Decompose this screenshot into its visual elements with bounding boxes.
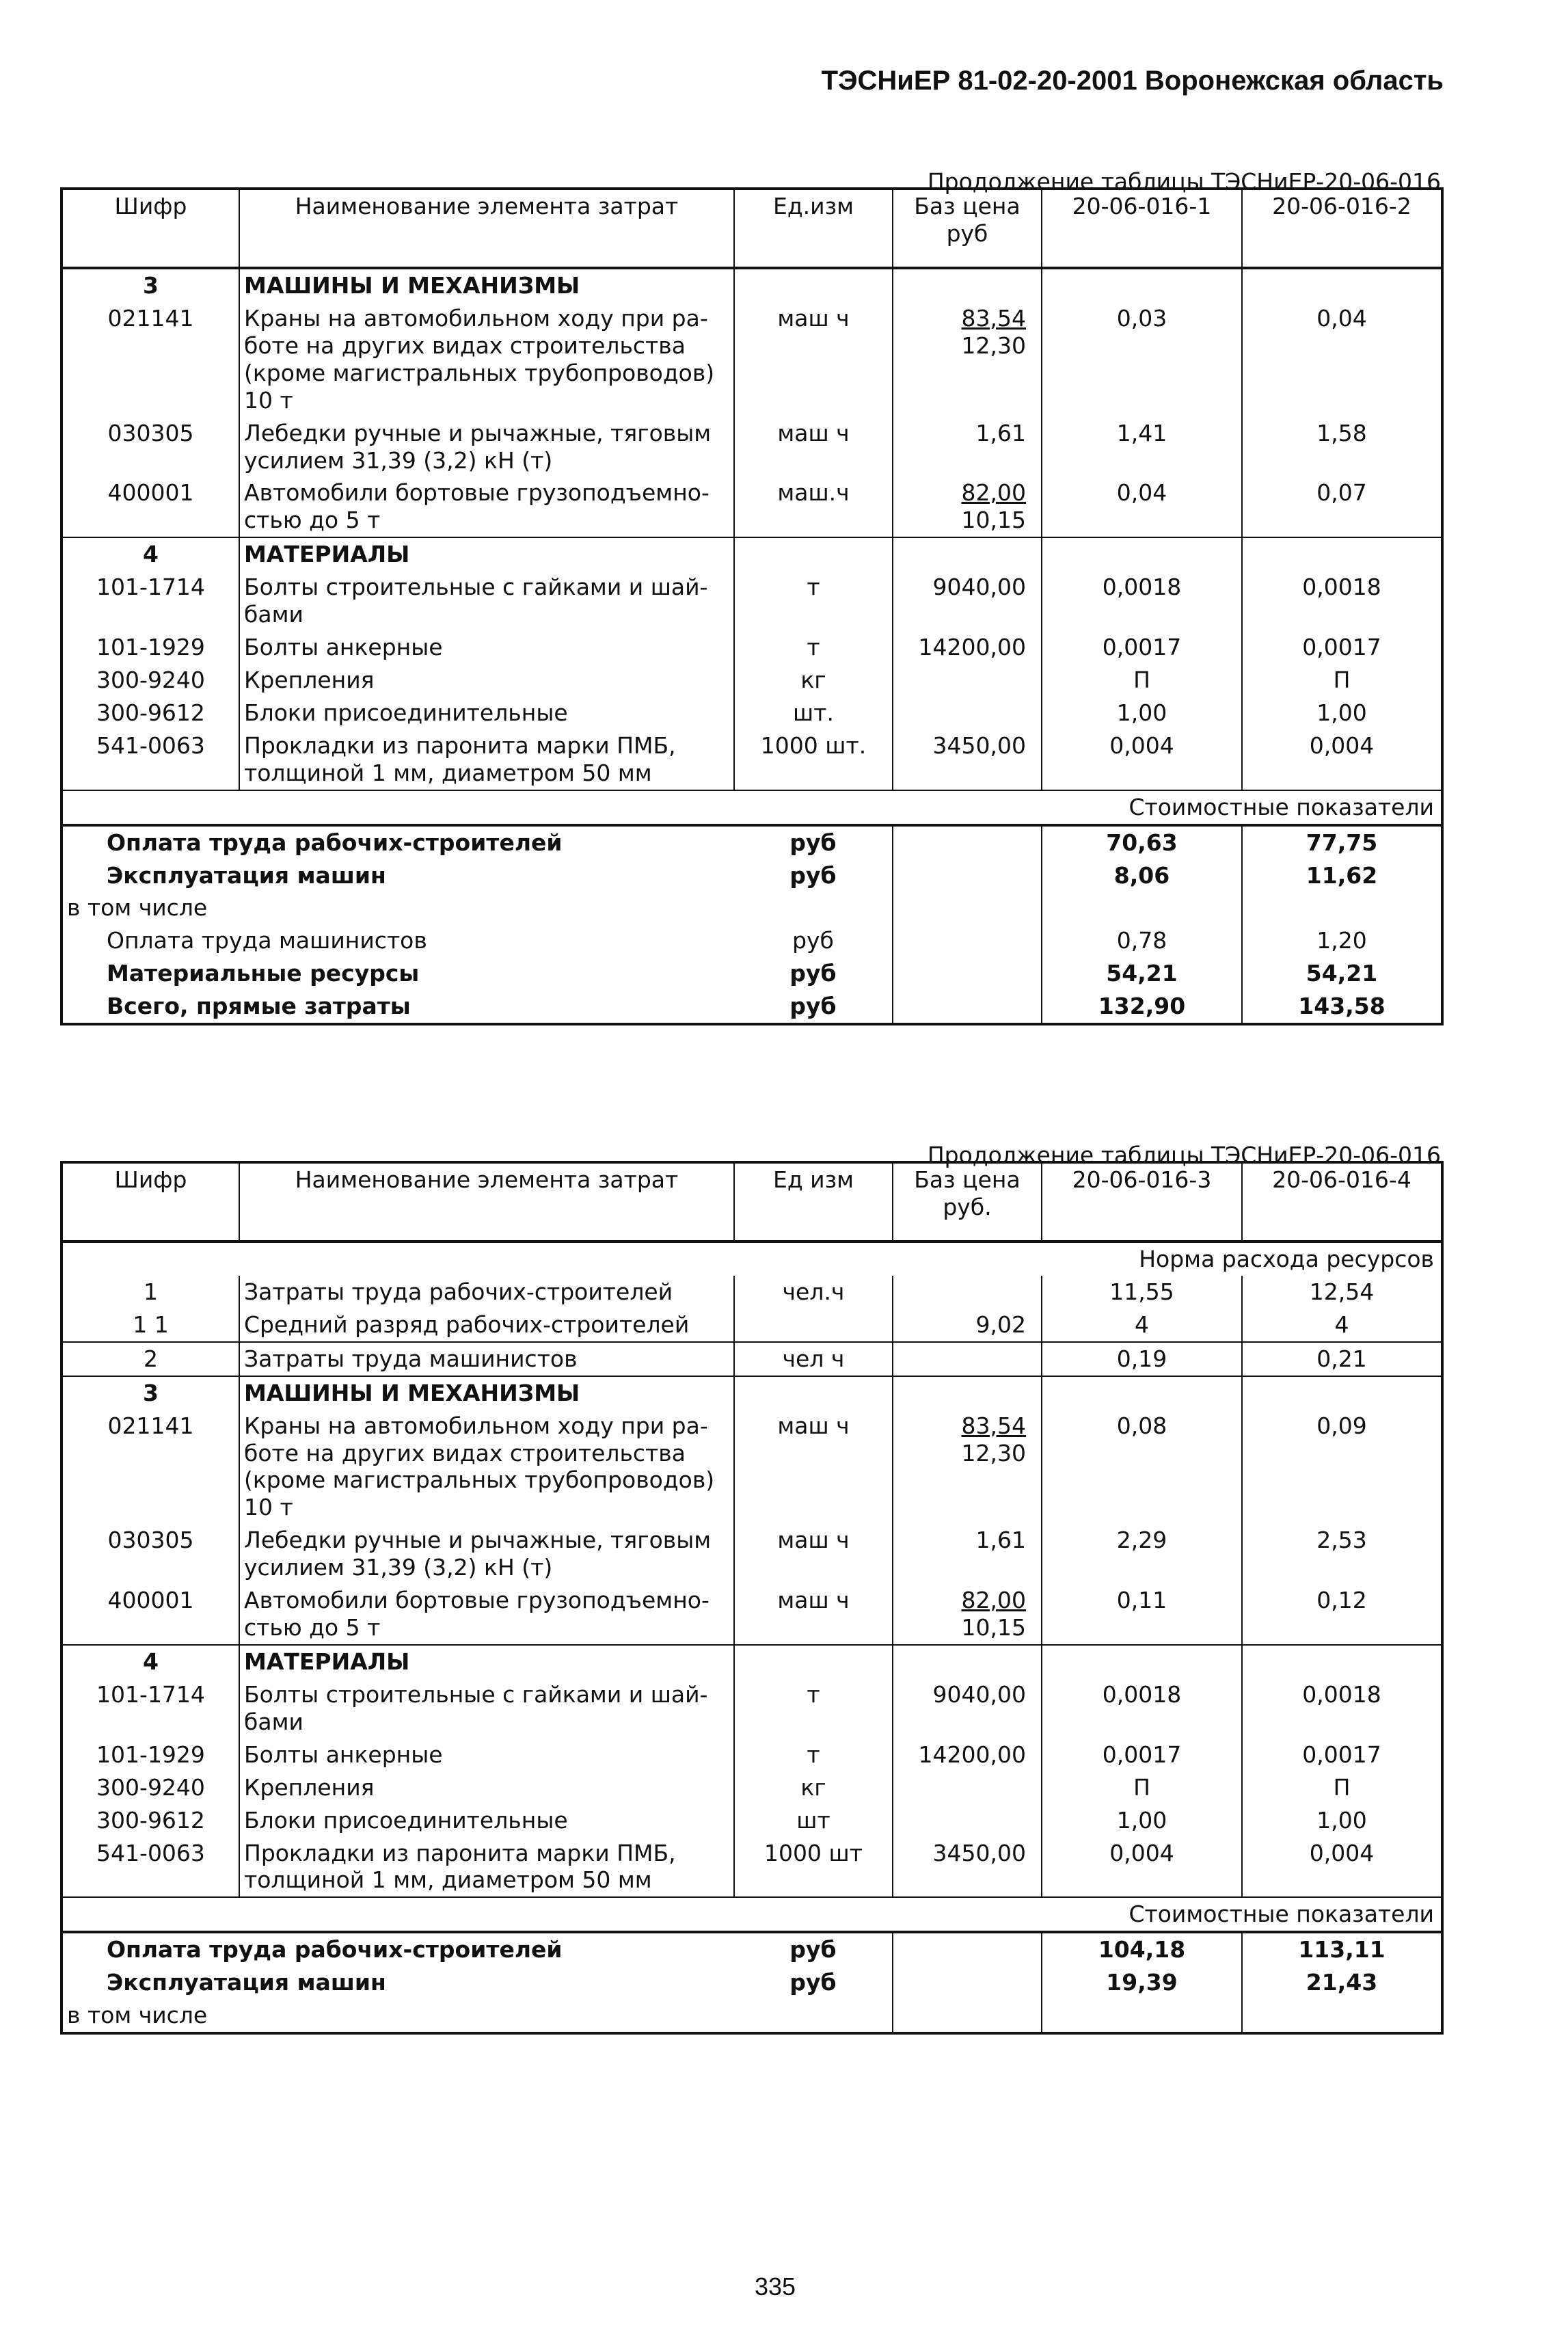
resource-base-price bbox=[893, 1678, 1042, 1739]
resource-code: 1 bbox=[62, 1276, 239, 1309]
resource-code: 101-1714 bbox=[62, 571, 239, 631]
empty-cell bbox=[893, 859, 1042, 892]
resource-code: 101-1929 bbox=[62, 1739, 239, 1771]
price-value: 83,54 bbox=[961, 304, 1026, 332]
resource-name: Автомобили бортовые грузоподъемно- стью до 5 т bbox=[239, 1584, 734, 1645]
summary-value-a: 54,21 bbox=[1042, 957, 1242, 990]
summary-row bbox=[62, 1932, 1442, 1966]
resource-value-a: П bbox=[1042, 1771, 1242, 1804]
header-base-price-line2: руб. bbox=[943, 1193, 992, 1220]
price-value: 9040,00 bbox=[932, 574, 1026, 601]
resource-row bbox=[62, 1804, 1442, 1837]
summary-unit: руб bbox=[734, 859, 893, 892]
resource-value-a: 1,00 bbox=[1042, 697, 1242, 729]
resource-value-b: 0,0017 bbox=[1302, 1741, 1381, 1768]
summary-row bbox=[62, 1999, 1442, 2033]
section-heading-row bbox=[62, 537, 1442, 571]
summary-value-a bbox=[1042, 1999, 1242, 2033]
resource-unit bbox=[734, 1309, 893, 1342]
empty-cell bbox=[893, 825, 1042, 859]
price-value: 9,02 bbox=[975, 1311, 1026, 1338]
resource-code: 300-9612 bbox=[62, 697, 239, 729]
resource-unit: 1000 шт. bbox=[734, 729, 893, 790]
section-title: МАТЕРИАЛЫ bbox=[239, 537, 734, 571]
empty-cell bbox=[1042, 1376, 1242, 1410]
resource-value-b: 1,00 bbox=[1316, 699, 1367, 726]
table-header-row bbox=[62, 1162, 1442, 1242]
empty-cell bbox=[1242, 268, 1442, 302]
resource-row bbox=[62, 664, 1442, 697]
summary-label: в том числе bbox=[67, 2002, 208, 2029]
resource-base-price bbox=[893, 1524, 1042, 1584]
resource-base-price bbox=[893, 729, 1042, 790]
empty-cell bbox=[1242, 1376, 1442, 1410]
resource-row bbox=[62, 1524, 1442, 1584]
resource-name: Краны на автомобильном ходу при ра- боте на других видах строительства (кроме магистральных трубопроводов) 10 т bbox=[239, 302, 734, 417]
resource-row bbox=[62, 697, 1442, 729]
resource-value-a: 2,29 bbox=[1042, 1524, 1242, 1584]
section-number: 4 bbox=[62, 1645, 239, 1678]
resource-value-b: 0,0018 bbox=[1302, 1680, 1381, 1708]
summary-label: Оплата труда рабочих-строителей bbox=[62, 1932, 734, 1966]
resource-unit: маш ч bbox=[734, 1584, 893, 1645]
resource-row bbox=[62, 1276, 1442, 1309]
table-band-cell bbox=[62, 1897, 1442, 1932]
resource-unit: маш.ч bbox=[734, 477, 893, 537]
summary-value-a: 19,39 bbox=[1042, 1966, 1242, 1999]
resource-value-b: 1,58 bbox=[1316, 419, 1367, 446]
resource-value-a: 0,03 bbox=[1042, 302, 1242, 417]
resource-value-a: П bbox=[1042, 664, 1242, 697]
resource-base-price bbox=[893, 631, 1042, 664]
resource-value-a: 11,55 bbox=[1042, 1276, 1242, 1309]
empty-cell bbox=[893, 924, 1042, 957]
resource-unit: шт bbox=[734, 1804, 893, 1837]
price-value: 1,61 bbox=[975, 1527, 1026, 1554]
table-band-cell bbox=[62, 790, 1442, 825]
resource-name: Средний разряд рабочих-строителей bbox=[239, 1309, 734, 1342]
empty-cell bbox=[893, 957, 1042, 990]
empty-cell bbox=[893, 1932, 1042, 1966]
section-title: МАТЕРИАЛЫ bbox=[239, 1645, 734, 1678]
resource-name: Крепления bbox=[239, 664, 734, 697]
header-col-b: 20-06-016-2 bbox=[1242, 189, 1442, 268]
summary-label: Эксплуатация машин bbox=[107, 861, 386, 889]
resource-code: 541-0063 bbox=[62, 1837, 239, 1898]
resource-value-a: 0,004 bbox=[1042, 1837, 1242, 1898]
empty-cell bbox=[893, 1999, 1042, 2033]
document-header: ТЭСНиЕР 81-02-20-2001 Воронежская область bbox=[821, 66, 1444, 96]
summary-value-b: 11,62 bbox=[1306, 861, 1378, 889]
empty-cell bbox=[893, 1645, 1042, 1678]
empty-cell bbox=[734, 1376, 893, 1410]
resource-value-b: 2,53 bbox=[1316, 1527, 1367, 1554]
resource-name: Прокладки из паронита марки ПМБ, толщиной 1 мм, диаметром 50 мм bbox=[239, 1837, 734, 1898]
resource-value-a: 0,0018 bbox=[1042, 571, 1242, 631]
table-band-row bbox=[62, 1242, 1442, 1276]
resource-name: Краны на автомобильном ходу при ра- боте на других видах строительства (кроме магистральных трубопроводов) 10 т bbox=[239, 1410, 734, 1525]
resource-base-price bbox=[893, 1739, 1042, 1771]
table-continuation-caption: Продолжение таблицы ТЭСНиЕР-20-06-016 bbox=[927, 1142, 1441, 1168]
resource-row bbox=[62, 1309, 1442, 1342]
resource-row bbox=[62, 1584, 1442, 1645]
summary-row bbox=[62, 859, 1442, 892]
price-wage-value: 12,30 bbox=[961, 332, 1026, 359]
resource-value-b: 0,004 bbox=[1309, 1839, 1375, 1866]
resource-row bbox=[62, 1739, 1442, 1771]
summary-unit: руб bbox=[734, 1932, 893, 1966]
summary-value-a: 8,06 bbox=[1042, 859, 1242, 892]
resource-base-price bbox=[893, 1410, 1042, 1525]
empty-cell bbox=[734, 268, 893, 302]
resource-base-price bbox=[893, 1837, 1042, 1898]
resource-row bbox=[62, 1771, 1442, 1804]
resource-base-price bbox=[893, 302, 1042, 417]
resource-unit: маш ч bbox=[734, 1524, 893, 1584]
resource-row bbox=[62, 1837, 1442, 1898]
resource-value-a: 0,08 bbox=[1042, 1410, 1242, 1525]
resource-value-a: 1,41 bbox=[1042, 417, 1242, 477]
resource-row bbox=[62, 1410, 1442, 1525]
resource-code: 300-9240 bbox=[62, 1771, 239, 1804]
resource-base-price bbox=[893, 1584, 1042, 1645]
summary-row bbox=[62, 924, 1442, 957]
resource-value-b: 0,21 bbox=[1242, 1342, 1442, 1376]
resource-row bbox=[62, 417, 1442, 477]
resource-code: 300-9612 bbox=[62, 1804, 239, 1837]
summary-value-b: 1,20 bbox=[1316, 927, 1367, 954]
header-base-price-line2: руб bbox=[946, 219, 988, 247]
resource-value-a: 1,00 bbox=[1042, 1804, 1242, 1837]
resource-name: Болты анкерные bbox=[239, 631, 734, 664]
resource-row bbox=[62, 729, 1442, 790]
summary-row bbox=[62, 825, 1442, 859]
summary-unit: руб bbox=[734, 990, 893, 1024]
resource-unit: 1000 шт bbox=[734, 1837, 893, 1898]
resource-value-a: 0,0017 bbox=[1042, 1739, 1242, 1771]
resource-code: 1 1 bbox=[62, 1309, 239, 1342]
resource-value-b: 0,09 bbox=[1316, 1412, 1367, 1439]
price-wage-value: 10,15 bbox=[961, 507, 1026, 534]
summary-value-a bbox=[1042, 891, 1242, 924]
summary-unit: руб bbox=[734, 957, 893, 990]
price-value: 1,61 bbox=[975, 419, 1026, 446]
empty-cell bbox=[734, 537, 893, 571]
empty-cell bbox=[1042, 268, 1242, 302]
resource-unit: маш ч bbox=[734, 1410, 893, 1525]
summary-row bbox=[62, 990, 1442, 1024]
resource-base-price bbox=[893, 664, 1042, 697]
price-wage-value: 12,30 bbox=[961, 1439, 1026, 1466]
resource-name: Болты строительные с гайками и шай- бами bbox=[239, 571, 734, 631]
summary-value-a: 0,78 bbox=[1042, 924, 1242, 957]
empty-cell bbox=[893, 891, 1042, 924]
resource-value-a: 0,0017 bbox=[1042, 631, 1242, 664]
resource-base-price bbox=[893, 1771, 1042, 1804]
header-name: Наименование элемента затрат bbox=[239, 189, 734, 268]
resource-code: 101-1929 bbox=[62, 631, 239, 664]
price-value: 82,00 bbox=[961, 1587, 1026, 1614]
resource-code: 021141 bbox=[62, 1410, 239, 1525]
resource-unit: маш ч bbox=[734, 417, 893, 477]
summary-unit: руб bbox=[734, 825, 893, 859]
summary-unit: руб bbox=[734, 1966, 893, 1999]
empty-cell bbox=[1042, 1645, 1242, 1678]
resource-value-a: 0,004 bbox=[1042, 729, 1242, 790]
table-band-label: Стоимостные показатели bbox=[1128, 793, 1434, 820]
resource-code: 021141 bbox=[62, 302, 239, 417]
header-base-price-line1: Баз цена bbox=[914, 193, 1020, 219]
resource-row bbox=[62, 477, 1442, 537]
resource-value-a: 0,11 bbox=[1042, 1584, 1242, 1645]
resource-base-price bbox=[893, 571, 1042, 631]
resource-value-b: 12,54 bbox=[1309, 1278, 1375, 1305]
resource-base-price bbox=[893, 477, 1042, 537]
price-value: 83,54 bbox=[961, 1412, 1026, 1439]
summary-value-b: 113,11 bbox=[1242, 1932, 1442, 1966]
summary-value-b bbox=[1242, 1999, 1442, 2033]
empty-cell bbox=[734, 1645, 893, 1678]
summary-row bbox=[62, 891, 1442, 924]
resource-unit: кг bbox=[734, 1771, 893, 1804]
resource-base-price bbox=[893, 417, 1042, 477]
resource-value-a: 0,0018 bbox=[1042, 1678, 1242, 1739]
table-band-cell bbox=[62, 1242, 1442, 1276]
resource-unit: чел.ч bbox=[734, 1276, 893, 1309]
page-number: 335 bbox=[755, 2272, 796, 2301]
resource-name: Лебедки ручные и рычажные, тяговым усилием 31,39 (3,2) кН (т) bbox=[239, 417, 734, 477]
summary-label: Всего, прямые затраты bbox=[107, 993, 411, 1020]
header-col-a: 20-06-016-3 bbox=[1042, 1162, 1242, 1242]
resource-value-b: 0,04 bbox=[1316, 304, 1367, 332]
header-col-b: 20-06-016-4 bbox=[1242, 1162, 1442, 1242]
table-header-row bbox=[62, 189, 1442, 268]
resource-value-b: 0,12 bbox=[1316, 1587, 1367, 1614]
resource-base-price bbox=[893, 1342, 1042, 1376]
summary-label: Оплата труда рабочих-строителей bbox=[62, 825, 734, 859]
table-band-row bbox=[62, 1897, 1442, 1932]
summary-row bbox=[62, 1966, 1442, 1999]
summary-unit: руб bbox=[734, 924, 893, 957]
resource-base-price bbox=[893, 697, 1042, 729]
summary-label: Эксплуатация машин bbox=[107, 1969, 386, 1996]
section-heading-row bbox=[62, 268, 1442, 302]
section-heading-row bbox=[62, 1376, 1442, 1410]
resource-value-b: 1,00 bbox=[1316, 1806, 1367, 1834]
resource-table-1 bbox=[60, 187, 1444, 1025]
resource-base-price bbox=[893, 1309, 1042, 1342]
section-number: 4 bbox=[62, 537, 239, 571]
resource-value-a: 0,04 bbox=[1042, 477, 1242, 537]
table-continuation-caption: Продолжение таблицы ТЭСНиЕР-20-06-016 bbox=[927, 168, 1441, 195]
header-base-price bbox=[893, 189, 1042, 268]
summary-value-a: 70,63 bbox=[1042, 825, 1242, 859]
resource-unit: т bbox=[734, 1678, 893, 1739]
summary-label: Оплата труда машинистов bbox=[107, 927, 427, 954]
summary-value-b bbox=[1242, 891, 1442, 924]
price-value: 14200,00 bbox=[918, 1741, 1026, 1768]
resource-code: 300-9240 bbox=[62, 664, 239, 697]
header-code: Шифр bbox=[62, 1162, 239, 1242]
resource-value-b: 0,07 bbox=[1316, 479, 1367, 507]
resource-row bbox=[62, 1342, 1442, 1376]
empty-cell bbox=[893, 1966, 1042, 1999]
resource-name: Болты строительные с гайками и шай- бами bbox=[239, 1678, 734, 1739]
resource-value-b: 4 bbox=[1334, 1311, 1349, 1338]
resource-row bbox=[62, 1678, 1442, 1739]
empty-cell bbox=[1042, 537, 1242, 571]
resource-name: Автомобили бортовые грузоподъемно- стью до 5 т bbox=[239, 477, 734, 537]
price-value: 82,00 bbox=[961, 479, 1026, 507]
summary-unit bbox=[734, 891, 893, 924]
header-base-price bbox=[893, 1162, 1042, 1242]
resource-base-price bbox=[893, 1276, 1042, 1309]
empty-cell bbox=[893, 537, 1042, 571]
price-value: 14200,00 bbox=[918, 634, 1026, 661]
resource-row bbox=[62, 631, 1442, 664]
section-title: МАШИНЫ И МЕХАНИЗМЫ bbox=[239, 1376, 734, 1410]
resource-name: Прокладки из паронита марки ПМБ, толщиной 1 мм, диаметром 50 мм bbox=[239, 729, 734, 790]
resource-unit: чел ч bbox=[734, 1342, 893, 1376]
resource-name: Блоки присоединительные bbox=[239, 1804, 734, 1837]
resource-name: Лебедки ручные и рычажные, тяговым усилием 31,39 (3,2) кН (т) bbox=[239, 1524, 734, 1584]
price-value: 3450,00 bbox=[932, 732, 1026, 759]
summary-value-b: 77,75 bbox=[1242, 825, 1442, 859]
table-band-label: Стоимостные показатели bbox=[1128, 1901, 1434, 1928]
summary-unit bbox=[734, 1999, 893, 2033]
price-value: 9040,00 bbox=[932, 1680, 1026, 1708]
resource-name: Крепления bbox=[239, 1771, 734, 1804]
summary-value-b: 143,58 bbox=[1298, 993, 1385, 1020]
header-col-a: 20-06-016-1 bbox=[1042, 189, 1242, 268]
empty-cell bbox=[893, 1376, 1042, 1410]
resource-name: Блоки присоединительные bbox=[239, 697, 734, 729]
resource-code: 030305 bbox=[62, 417, 239, 477]
section-number: 3 bbox=[62, 1376, 239, 1410]
header-unit: Ед изм bbox=[734, 1162, 893, 1242]
summary-value-a: 104,18 bbox=[1042, 1932, 1242, 1966]
resource-code: 400001 bbox=[62, 1584, 239, 1645]
empty-cell bbox=[1242, 1645, 1442, 1678]
resource-code: 541-0063 bbox=[62, 729, 239, 790]
section-number: 3 bbox=[62, 268, 239, 302]
resource-unit: т bbox=[734, 571, 893, 631]
price-wage-value: 10,15 bbox=[961, 1614, 1026, 1641]
header-code: Шифр bbox=[62, 189, 239, 268]
resource-value-a: 4 bbox=[1042, 1309, 1242, 1342]
resource-code: 400001 bbox=[62, 477, 239, 537]
price-value: 3450,00 bbox=[932, 1839, 1026, 1866]
resource-unit: шт. bbox=[734, 697, 893, 729]
resource-name: Болты анкерные bbox=[239, 1739, 734, 1771]
summary-value-b: 54,21 bbox=[1306, 960, 1378, 987]
resource-value-b: 0,0018 bbox=[1302, 574, 1381, 601]
resource-table-2 bbox=[60, 1161, 1444, 2035]
resource-unit: т bbox=[734, 1739, 893, 1771]
resource-unit: кг bbox=[734, 664, 893, 697]
resource-value-b: 0,0017 bbox=[1302, 634, 1381, 661]
empty-cell bbox=[1242, 537, 1442, 571]
resource-value-b: П bbox=[1333, 666, 1351, 693]
resource-row bbox=[62, 571, 1442, 631]
header-unit: Ед.изм bbox=[734, 189, 893, 268]
resource-value-b: П bbox=[1333, 1773, 1351, 1801]
header-base-price-line1: Баз цена bbox=[914, 1166, 1020, 1193]
summary-row bbox=[62, 957, 1442, 990]
resource-unit: т bbox=[734, 631, 893, 664]
summary-label: в том числе bbox=[67, 894, 208, 922]
summary-value-a: 132,90 bbox=[1042, 990, 1242, 1024]
header-name: Наименование элемента затрат bbox=[239, 1162, 734, 1242]
empty-cell bbox=[893, 990, 1042, 1024]
summary-value-b: 21,43 bbox=[1306, 1969, 1378, 1996]
resource-unit: маш ч bbox=[734, 302, 893, 417]
section-heading-row bbox=[62, 1645, 1442, 1678]
resource-code: 2 bbox=[62, 1342, 239, 1376]
table-band-label: Норма расхода ресурсов bbox=[1139, 1246, 1434, 1272]
section-title: МАШИНЫ И МЕХАНИЗМЫ bbox=[239, 268, 734, 302]
resource-code: 101-1714 bbox=[62, 1678, 239, 1739]
resource-base-price bbox=[893, 1804, 1042, 1837]
resource-value-b: 0,004 bbox=[1309, 732, 1375, 759]
table-band-row bbox=[62, 790, 1442, 825]
empty-cell bbox=[893, 268, 1042, 302]
summary-label: Материальные ресурсы bbox=[107, 960, 420, 987]
resource-value-a: 0,19 bbox=[1042, 1342, 1242, 1376]
resource-name: Затраты труда машинистов bbox=[239, 1342, 734, 1376]
resource-code: 030305 bbox=[62, 1524, 239, 1584]
resource-row bbox=[62, 302, 1442, 417]
resource-name: Затраты труда рабочих-строителей bbox=[239, 1276, 734, 1309]
